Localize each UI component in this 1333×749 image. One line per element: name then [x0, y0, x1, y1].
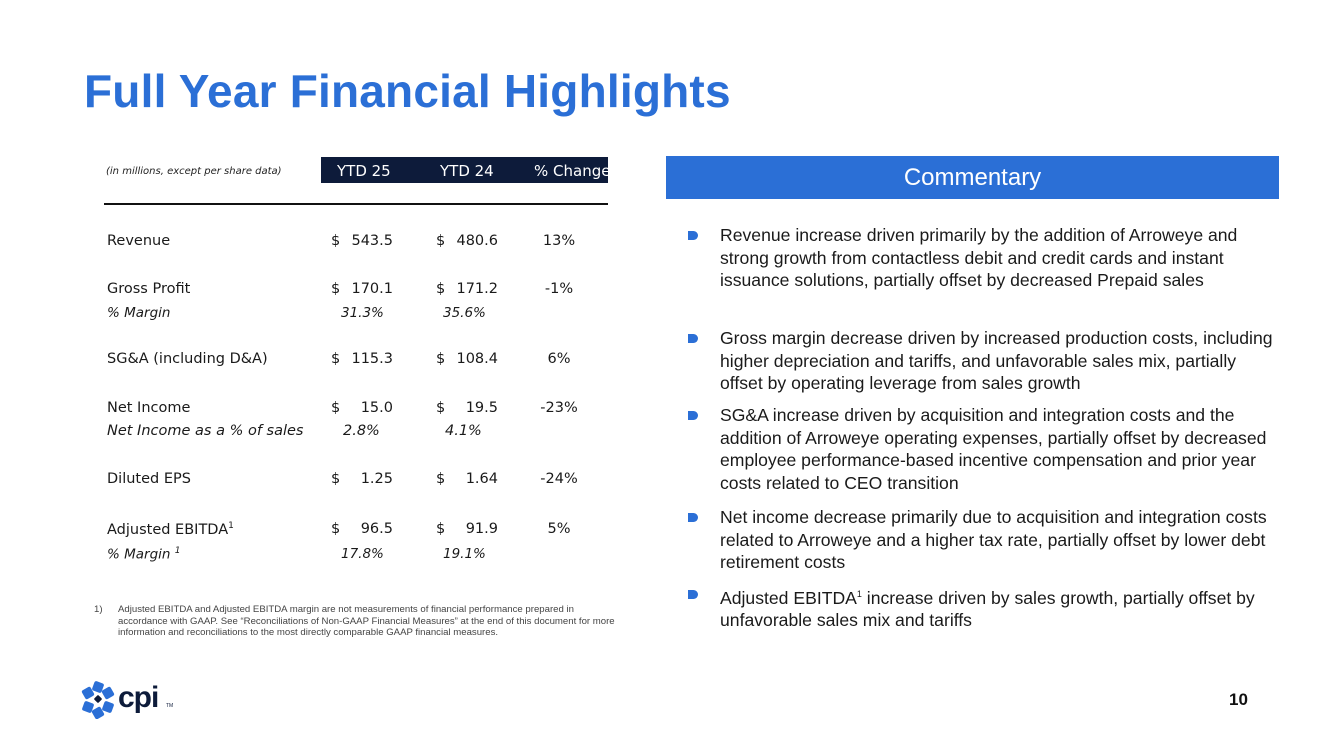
- sub-value-ytd24: 35.6%: [443, 305, 486, 321]
- value-change: -23%: [540, 400, 578, 416]
- unit-note: (in millions, except per share data): [106, 166, 282, 177]
- financial-table: [104, 157, 611, 563]
- row-label: Net Income: [107, 400, 191, 416]
- value-change: 13%: [542, 233, 576, 249]
- currency-symbol: $: [436, 351, 446, 367]
- bullet-text-lead: Adjusted EBITDA: [720, 587, 857, 608]
- sub-value-ytd25: 31.3%: [341, 305, 384, 321]
- value-ytd24: 108.4: [456, 351, 498, 367]
- value-change: 6%: [547, 351, 571, 367]
- bullet-icon: [688, 231, 698, 240]
- bullet-text: Net income decrease primarily due to acquisition and integration costs related to Arroweye and a higher tax rate, partially offset by lower debt retirement costs: [720, 507, 1267, 572]
- footnote-ref: 1: [174, 546, 181, 556]
- row-label: Adjusted EBITDA: [107, 521, 229, 538]
- currency-symbol: $: [436, 400, 446, 416]
- cpi-logo: [80, 681, 180, 719]
- bullet-text: SG&A increase driven by acquisition and integration costs and the addition of Arroweye operating expenses, partially offset by decreased employee performance-based incentive compensation and prior year costs related to CEO transition: [720, 405, 1267, 493]
- page-number: 10: [1229, 690, 1248, 709]
- value-ytd24: 1.64: [465, 471, 498, 487]
- header-rule: [104, 203, 608, 205]
- header-ytd24: YTD 24: [440, 162, 494, 180]
- value-change: -24%: [540, 471, 578, 487]
- value-ytd25: 543.5: [351, 233, 393, 249]
- currency-symbol: $: [331, 471, 341, 487]
- footnote-text: Adjusted EBITDA and Adjusted EBITDA margin are not measurements of financial performance prepared in accordance with GAAP. See “Reconciliations of Non-GAAP Financial Measures” at the end of this document for more information and reconciliations to the most directly comparable GAAP financial measures.: [118, 604, 615, 639]
- value-change: -1%: [544, 281, 574, 297]
- commentary-header: [666, 156, 1279, 199]
- bullet-text-rest: increase driven by sales growth, partially offset by unfavorable sales mix and tariffs: [720, 587, 1255, 631]
- logo-wordmark: cpi: [118, 681, 159, 714]
- table-header: [104, 157, 611, 183]
- header-ytd25: YTD 25: [337, 162, 391, 180]
- row-label: Diluted EPS: [107, 471, 191, 487]
- sub-value-ytd25: 17.8%: [341, 546, 384, 562]
- currency-symbol: $: [331, 400, 341, 416]
- sub-value-ytd25: 2.8%: [343, 423, 380, 439]
- value-ytd25: 96.5: [360, 521, 393, 537]
- bullet-icon: [688, 513, 698, 522]
- value-ytd24: 480.6: [456, 233, 498, 249]
- currency-symbol: $: [436, 521, 446, 537]
- bullet-icon: [688, 334, 698, 343]
- value-change: 5%: [547, 521, 571, 537]
- footnote-ref: 1: [228, 521, 234, 531]
- subrow-label: % Margin: [107, 305, 171, 321]
- row-label: Gross Profit: [107, 281, 191, 297]
- sub-value-ytd24: 19.1%: [443, 546, 486, 562]
- value-ytd25: 115.3: [351, 351, 393, 367]
- row-label: SG&A (including D&A): [107, 351, 268, 367]
- value-ytd25: 1.25: [360, 471, 393, 487]
- bullet-text: Gross margin decrease driven by increased production costs, including higher depreciation and tariffs, and unfavorable sales mix, partially offset by operating leverage from sales growth: [720, 328, 1273, 393]
- value-ytd25: 15.0: [360, 400, 393, 416]
- header-change: % Change: [534, 162, 611, 180]
- bullet-icon: [688, 590, 698, 599]
- currency-symbol: $: [331, 351, 341, 367]
- currency-symbol: $: [331, 233, 341, 249]
- value-ytd24: 91.9: [465, 521, 498, 537]
- bullet-icon: [688, 411, 698, 420]
- currency-symbol: $: [436, 281, 446, 297]
- subrow-label: Net Income as a % of sales: [107, 423, 304, 439]
- logo-trademark: TM: [166, 703, 174, 709]
- currency-symbol: $: [331, 281, 341, 297]
- bullet-text: Revenue increase driven primarily by the addition of Arroweye and strong growth from contactless debit and credit cards and instant issuance solutions, partially offset by decreased Prepaid sales: [720, 225, 1238, 290]
- footnote-ref: 1: [856, 589, 862, 599]
- footnote-number: 1): [94, 604, 103, 615]
- value-ytd24: 171.2: [456, 281, 498, 297]
- value-ytd24: 19.5: [465, 400, 498, 416]
- subrow-label: % Margin: [107, 546, 171, 563]
- value-ytd25: 170.1: [351, 281, 393, 297]
- commentary-title: Commentary: [903, 164, 1042, 191]
- currency-symbol: $: [331, 521, 341, 537]
- cpi-flower-icon: [80, 681, 116, 719]
- sub-value-ytd24: 4.1%: [445, 423, 482, 439]
- currency-symbol: $: [436, 233, 446, 249]
- slide-title: Full Year Financial Highlights: [84, 65, 731, 117]
- row-label: Revenue: [107, 233, 171, 249]
- currency-symbol: $: [436, 471, 446, 487]
